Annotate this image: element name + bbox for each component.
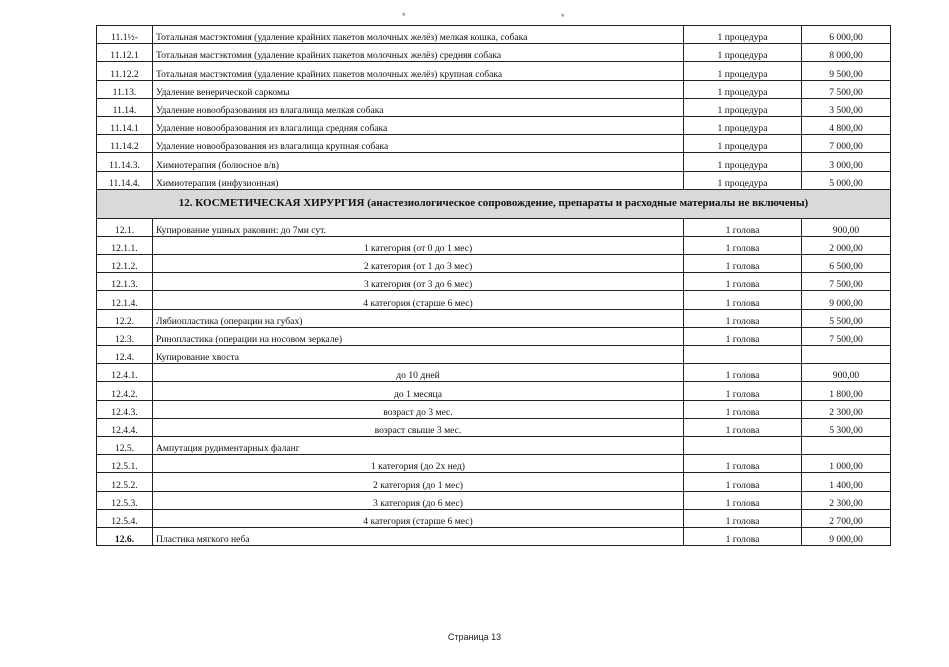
item-unit: 1 голова — [684, 327, 802, 345]
rows-after — [97, 218, 891, 545]
section-title: 12. КОСМЕТИЧЕСКАЯ ХИРУРГИЯ (анастезиологическое сопровождение, препараты и расходные материалы не включены) — [97, 189, 891, 218]
table-row — [97, 80, 891, 98]
item-name: Удаление венерической саркомы — [153, 80, 684, 98]
item-name: Тотальная мастэктомия (удаление крайних пакетов молочных желёз) средняя собака — [153, 44, 684, 62]
item-name: Купирование ушных раковин: до 7ми сут. — [153, 218, 684, 236]
table-row — [97, 309, 891, 327]
table-row — [97, 364, 891, 382]
item-code: 11.1½- — [97, 26, 153, 44]
item-price: 1 400,00 — [802, 473, 891, 491]
table-row — [97, 291, 891, 309]
item-code: 11.14. — [97, 98, 153, 116]
item-unit: 1 голова — [684, 473, 802, 491]
item-price: 7 500,00 — [802, 327, 891, 345]
item-name: 1 категория (от 0 до 1 мес) — [153, 236, 684, 254]
table-row — [97, 135, 891, 153]
item-price: 3 000,00 — [802, 153, 891, 171]
item-name: Пластика мягкого неба — [153, 527, 684, 545]
item-unit: 1 голова — [684, 309, 802, 327]
item-price: 2 300,00 — [802, 491, 891, 509]
item-unit — [684, 346, 802, 364]
item-code: 12.5.2. — [97, 473, 153, 491]
item-unit: 1 процедура — [684, 135, 802, 153]
item-price: 9 000,00 — [802, 291, 891, 309]
item-price: 5 500,00 — [802, 309, 891, 327]
item-price: 3 500,00 — [802, 98, 891, 116]
item-unit: 1 голова — [684, 400, 802, 418]
table-row — [97, 116, 891, 134]
item-price: 7 000,00 — [802, 135, 891, 153]
item-code: 12.4.4. — [97, 418, 153, 436]
item-name: Тотальная мастэктомия (удаление крайних пакетов молочных желёз) крупная собака — [153, 62, 684, 80]
item-code: 11.12.2 — [97, 62, 153, 80]
item-name: Химиотерапия (болюсное в/в) — [153, 153, 684, 171]
item-unit: 1 голова — [684, 382, 802, 400]
item-name: до 10 дней — [153, 364, 684, 382]
item-price: 9 000,00 — [802, 527, 891, 545]
table-row — [97, 153, 891, 171]
item-price: 2 300,00 — [802, 400, 891, 418]
item-price — [802, 436, 891, 454]
item-code: 12.1.2. — [97, 255, 153, 273]
section-header-group — [97, 189, 891, 218]
item-unit — [684, 436, 802, 454]
item-name: 1 категория (до 2х нед) — [153, 455, 684, 473]
item-code: 12.5. — [97, 436, 153, 454]
item-name: Удаление новообразования из влагалища мелкая собака — [153, 98, 684, 116]
item-name: 4 категория (старше 6 мес) — [153, 509, 684, 527]
item-price: 2 000,00 — [802, 236, 891, 254]
table-row — [97, 171, 891, 189]
item-code: 12.1.1. — [97, 236, 153, 254]
item-price — [802, 346, 891, 364]
item-unit: 1 процедура — [684, 116, 802, 134]
item-price: 6 500,00 — [802, 255, 891, 273]
scan-mark: * — [402, 11, 406, 21]
item-code: 12.5.4. — [97, 509, 153, 527]
item-name: Купирование хвоста — [153, 346, 684, 364]
item-price: 5 300,00 — [802, 418, 891, 436]
item-code: 12.4. — [97, 346, 153, 364]
item-name: Удаление новообразования из влагалища крупная собака — [153, 135, 684, 153]
table-row — [97, 327, 891, 345]
item-price: 900,00 — [802, 364, 891, 382]
item-code: 12.1.4. — [97, 291, 153, 309]
section-header-row — [97, 189, 891, 218]
item-unit: 1 голова — [684, 509, 802, 527]
item-unit: 1 процедура — [684, 62, 802, 80]
item-unit: 1 процедура — [684, 98, 802, 116]
item-name: Удаление новообразования из влагалища средняя собака — [153, 116, 684, 134]
item-code: 11.14.1 — [97, 116, 153, 134]
item-code: 12.4.2. — [97, 382, 153, 400]
item-code: 12.4.3. — [97, 400, 153, 418]
item-unit: 1 голова — [684, 218, 802, 236]
rows-before — [97, 26, 891, 190]
table-row — [97, 527, 891, 545]
item-name: Ринопластика (операции на носовом зеркале) — [153, 327, 684, 345]
item-name: 3 категория (до 6 мес) — [153, 491, 684, 509]
item-code: 12.4.1. — [97, 364, 153, 382]
price-table — [96, 25, 891, 546]
item-code: 12.2. — [97, 309, 153, 327]
item-name: возраст до 3 мес. — [153, 400, 684, 418]
item-unit: 1 процедура — [684, 171, 802, 189]
item-code: 11.14.3. — [97, 153, 153, 171]
item-code: 12.6. — [97, 527, 153, 545]
item-price: 6 000,00 — [802, 26, 891, 44]
item-code: 12.3. — [97, 327, 153, 345]
item-code: 11.13. — [97, 80, 153, 98]
item-price: 900,00 — [802, 218, 891, 236]
table-row — [97, 236, 891, 254]
item-name: 3 категория (от 3 до 6 мес) — [153, 273, 684, 291]
item-name: Химиотерапия (инфузионная) — [153, 171, 684, 189]
item-price: 8 000,00 — [802, 44, 891, 62]
item-unit: 1 голова — [684, 291, 802, 309]
item-name: 2 категория (от 1 до 3 мес) — [153, 255, 684, 273]
table-row — [97, 255, 891, 273]
item-code: 11.14.2 — [97, 135, 153, 153]
item-code: 11.12.1 — [97, 44, 153, 62]
table-row — [97, 218, 891, 236]
table-row — [97, 455, 891, 473]
table-row — [97, 491, 891, 509]
item-code: 11.14.4. — [97, 171, 153, 189]
item-price: 1 000,00 — [802, 455, 891, 473]
table-row — [97, 473, 891, 491]
item-unit: 1 процедура — [684, 44, 802, 62]
page-number: Страница 13 — [447, 632, 502, 642]
item-unit: 1 голова — [684, 255, 802, 273]
item-name: Лябиопластика (операции на губах) — [153, 309, 684, 327]
item-unit: 1 голова — [684, 273, 802, 291]
item-price: 9 500,00 — [802, 62, 891, 80]
item-unit: 1 процедура — [684, 26, 802, 44]
item-price: 5 000,00 — [802, 171, 891, 189]
table-row — [97, 418, 891, 436]
item-unit: 1 процедура — [684, 153, 802, 171]
item-unit: 1 голова — [684, 418, 802, 436]
item-unit: 1 голова — [684, 236, 802, 254]
item-unit: 1 голова — [684, 364, 802, 382]
item-unit: 1 процедура — [684, 80, 802, 98]
item-unit: 1 голова — [684, 491, 802, 509]
item-name: до 1 месяца — [153, 382, 684, 400]
scan-mark: * — [561, 12, 565, 22]
item-unit: 1 голова — [684, 455, 802, 473]
table-row — [97, 44, 891, 62]
table-row — [97, 62, 891, 80]
item-code: 12.1.3. — [97, 273, 153, 291]
table-row — [97, 400, 891, 418]
item-name: Ампутация рудиментарных фаланг — [153, 436, 684, 454]
item-price: 2 700,00 — [802, 509, 891, 527]
item-name: 4 категория (старше 6 мес) — [153, 291, 684, 309]
item-code: 12.5.1. — [97, 455, 153, 473]
item-name: возраст свыше 3 мес. — [153, 418, 684, 436]
item-price: 1 800,00 — [802, 382, 891, 400]
table-row — [97, 436, 891, 454]
item-price: 7 500,00 — [802, 273, 891, 291]
item-price: 4 800,00 — [802, 116, 891, 134]
table-row — [97, 26, 891, 44]
table-row — [97, 509, 891, 527]
item-code: 12.1. — [97, 218, 153, 236]
item-name: Тотальная мастэктомия (удаление крайних пакетов молочных желёз) мелкая кошка, собака — [153, 26, 684, 44]
table-row — [97, 98, 891, 116]
table-row — [97, 382, 891, 400]
table-row — [97, 273, 891, 291]
item-price: 7 500,00 — [802, 80, 891, 98]
table-row — [97, 346, 891, 364]
item-code: 12.5.3. — [97, 491, 153, 509]
item-name: 2 категория (до 1 мес) — [153, 473, 684, 491]
item-unit: 1 голова — [684, 527, 802, 545]
